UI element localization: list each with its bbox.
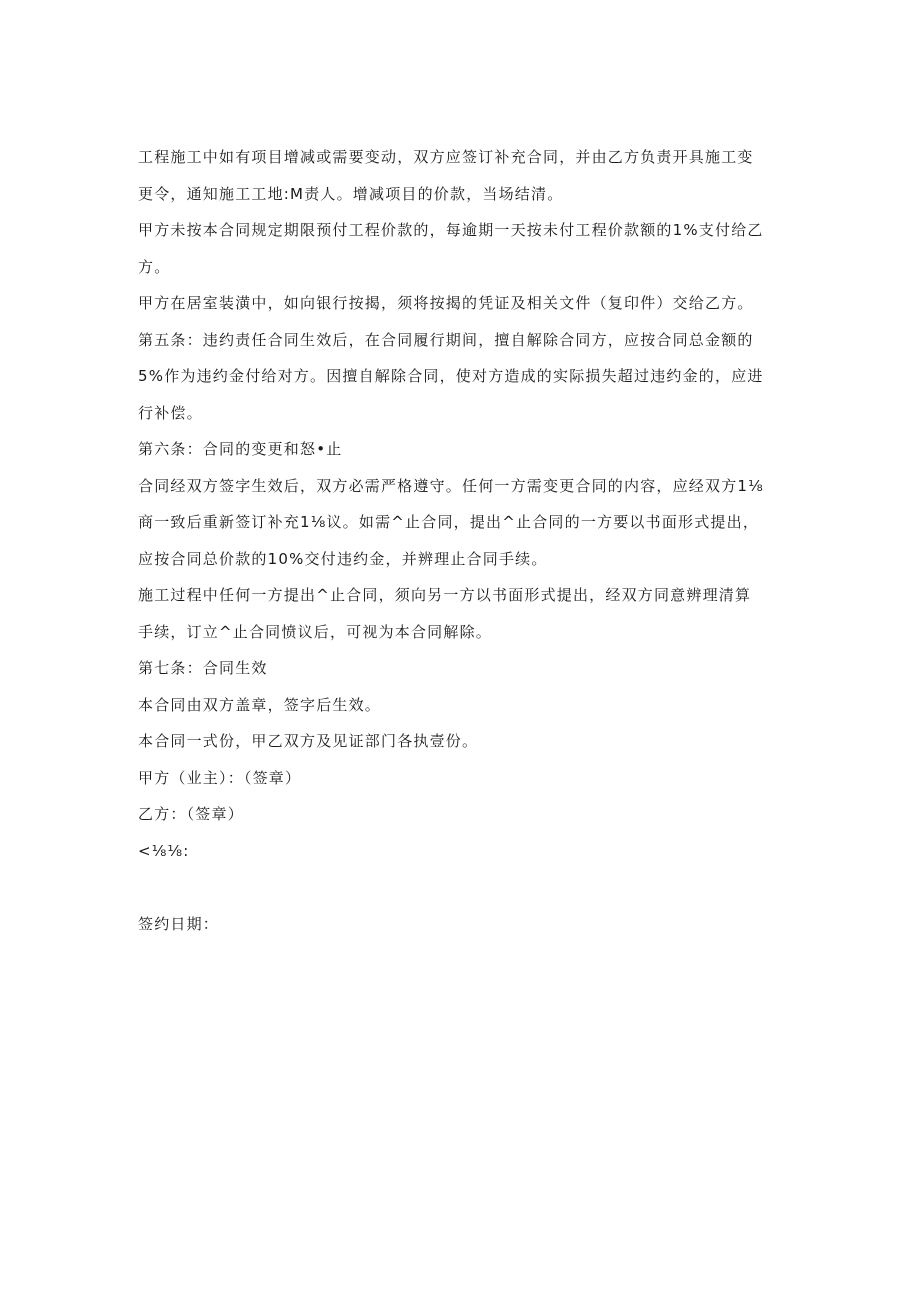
garbled-signature-line: <⅛⅛: xyxy=(138,841,190,860)
paragraph-line: 方。 xyxy=(138,257,171,276)
paragraph-line: 工程施工中如有项目增减或需要变动，双方应签订补充合同，并由乙方负责开具施工变 xyxy=(138,148,754,166)
paragraph-line: 5%作为违约金付给对方。因擅自解除合同，使对方造成的实际损失超过违约金的，应进 xyxy=(138,367,764,385)
paragraph-line: 本合同由双方盖章，签字后生效。 xyxy=(138,695,382,714)
paragraph-line: 手续，订立^止合同愤议后，可视为本合同解除。 xyxy=(138,622,492,641)
article-five-line: 第五条：违约责任合同生效后，在合同履行期间，擅自解除合同方，应按合同总金额的 xyxy=(138,330,754,349)
paragraph-line: 商一致后重新签订补充1⅛议。如需^止合同，提出^止合同的一方要以书面形式提出， xyxy=(138,513,760,531)
contract-body xyxy=(138,139,788,942)
paragraph-line: 甲方在居室装潢中，如向银行按揭，须将按揭的凭证及相关文件（复印件）交给乙方。 xyxy=(138,294,754,312)
paragraph-line: 更令，通知施工工地:M责人。增减项目的价款，当场结清。 xyxy=(138,184,564,203)
paragraph-line: 应按合同总价款的10%交付违约金，并辨理止合同手续。 xyxy=(138,549,548,568)
party-a-signature-line: 甲方（业主）：（签章） xyxy=(138,768,302,787)
paragraph-line: 本合同一式份，甲乙双方及见证部门各执壹份。 xyxy=(138,732,479,750)
blank-gap xyxy=(138,869,788,906)
party-b-signature-line: 乙方：（签章） xyxy=(138,805,244,823)
article-six-heading: 第六条：合同的变更和怒•止 xyxy=(138,440,343,458)
paragraph-line: 行补偿。 xyxy=(138,403,203,422)
signing-date-line: 签约日期： xyxy=(138,914,220,933)
article-seven-heading: 第七条：合同生效 xyxy=(138,659,268,677)
paragraph-line: 合同经双方签字生效后，双方必需严格遵守。任何一方需变更合同的内容，应经双方1⅛ xyxy=(138,476,764,495)
paragraph-line: 施工过程中任何一方提出^止合同，须向另一方以书面形式提出，经双方同意辨理清算 xyxy=(138,586,752,604)
paragraph-line: 甲方未按本合同规定期限预付工程价款的，每逾期一天按未付工程价款额的1%支付给乙 xyxy=(138,221,764,239)
